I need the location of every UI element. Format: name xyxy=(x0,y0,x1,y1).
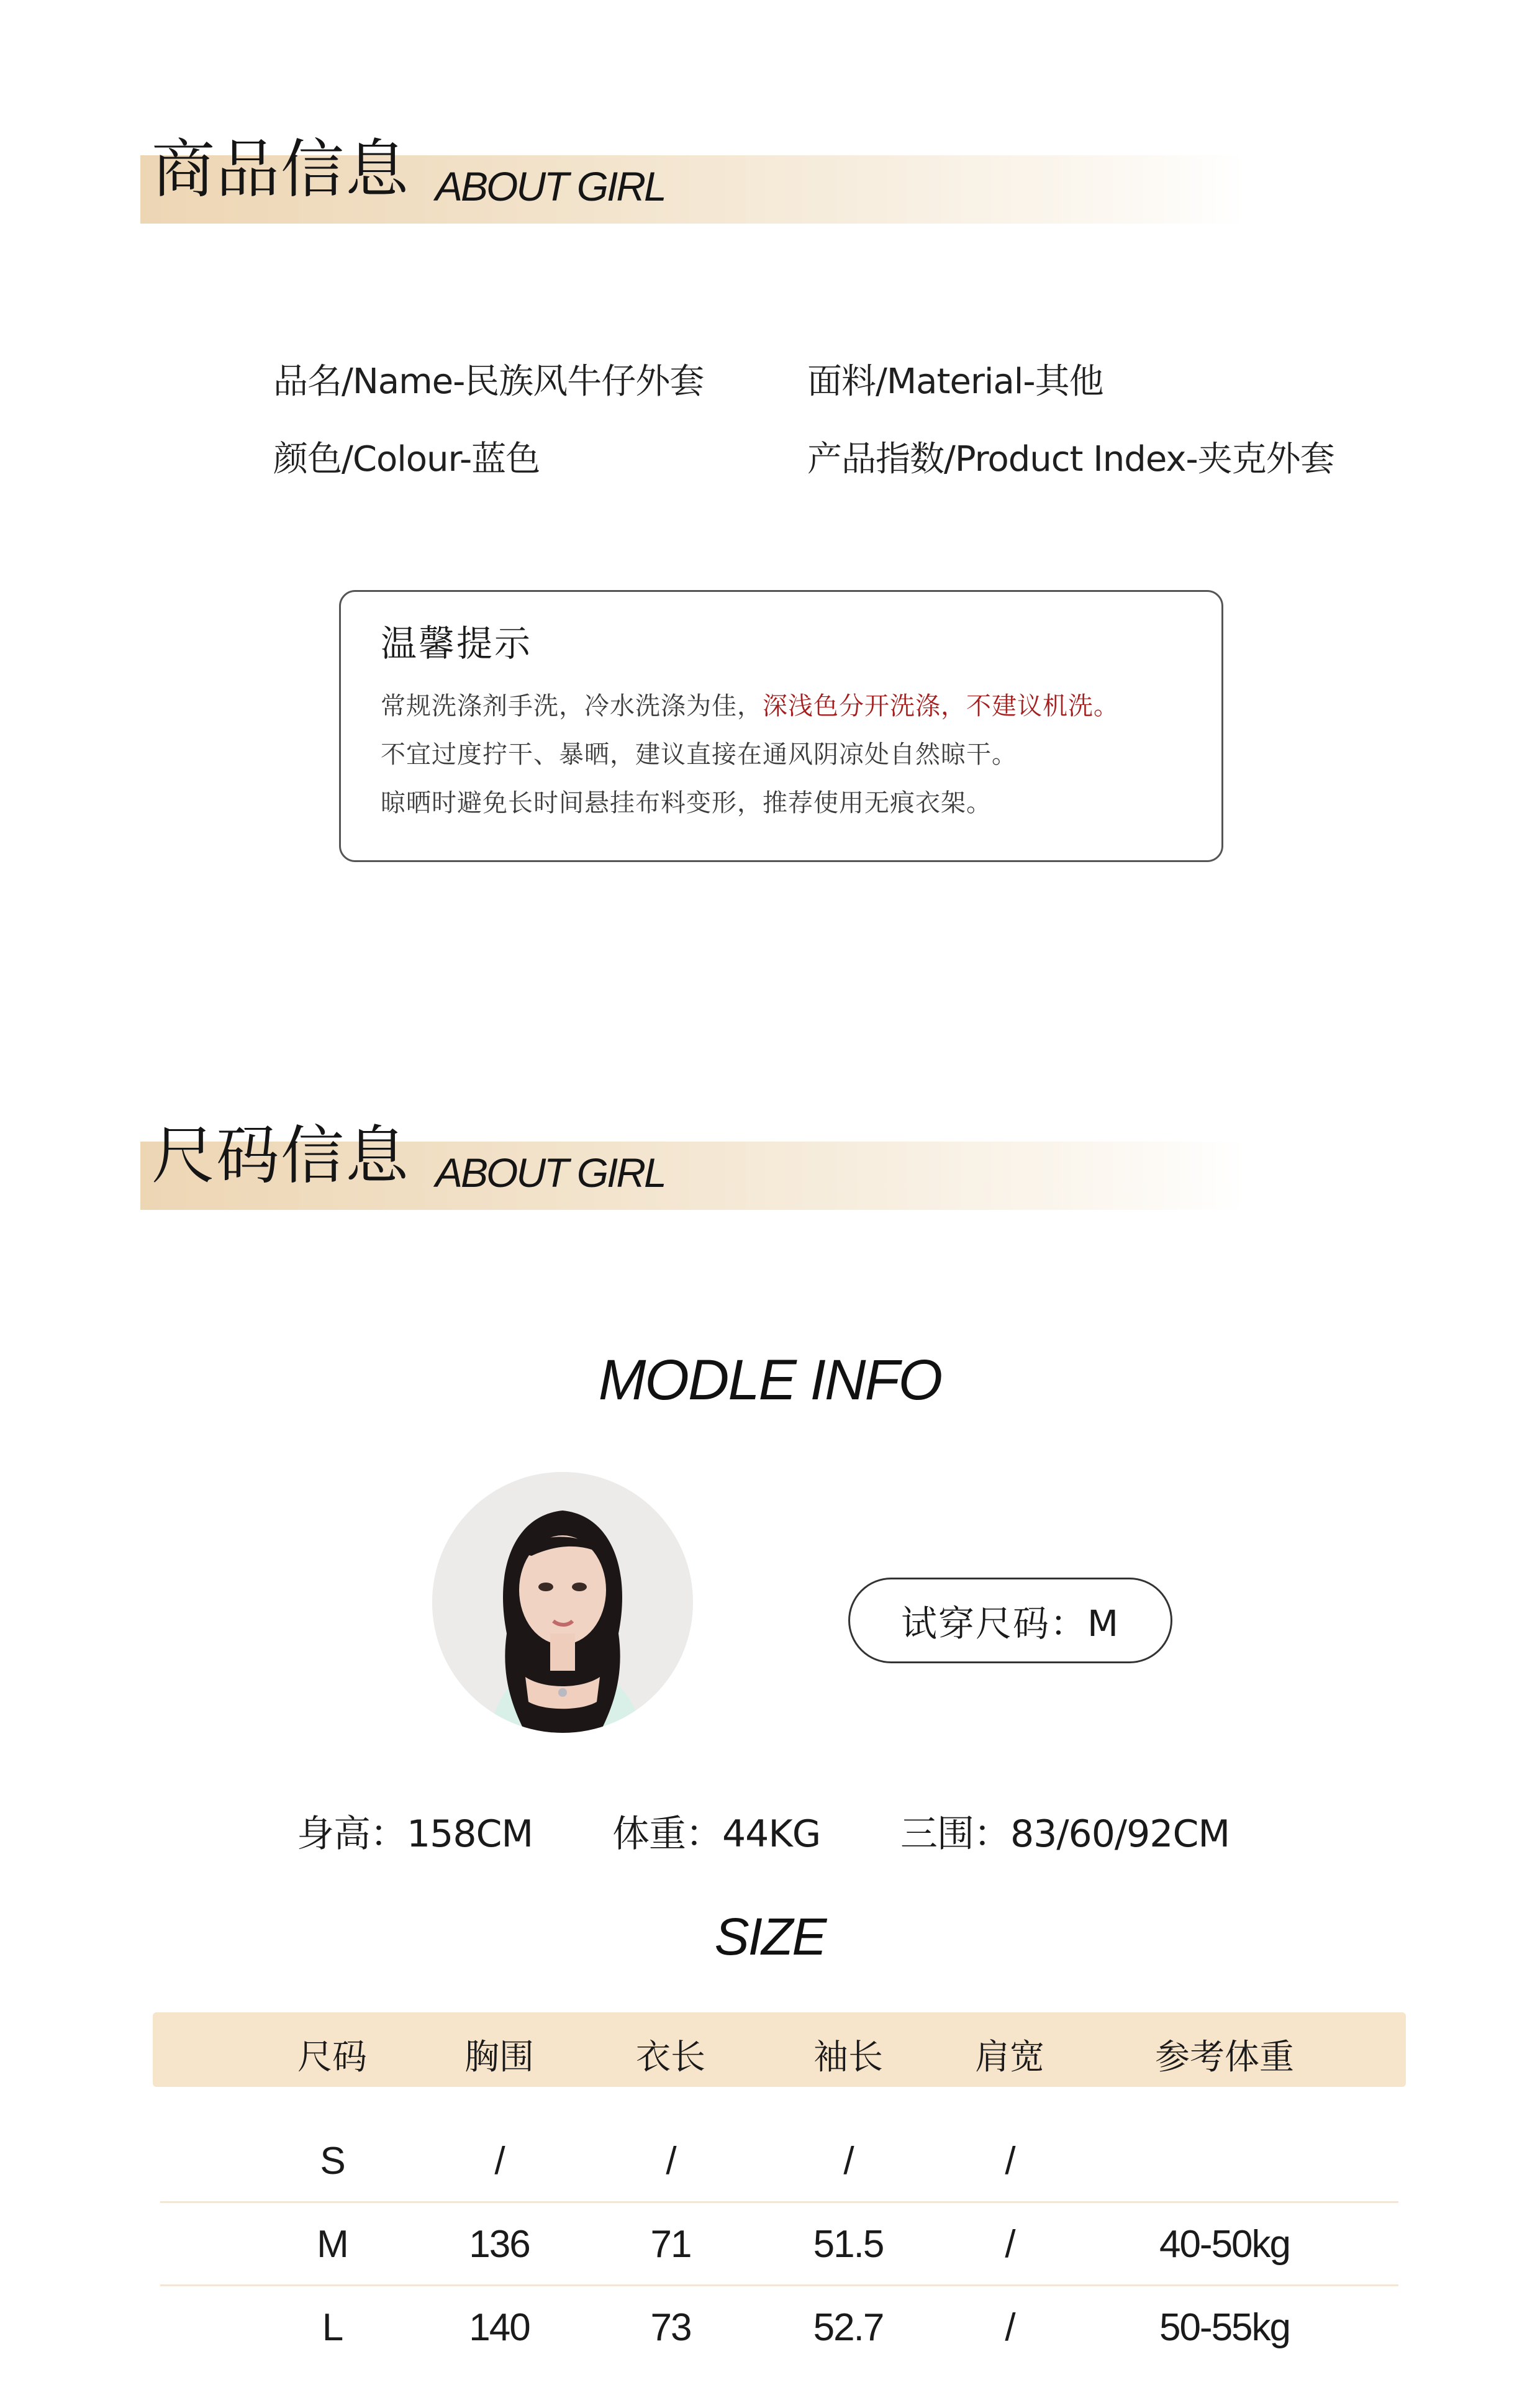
model-avatar xyxy=(432,1472,693,1733)
table-header-row xyxy=(153,2012,1406,2087)
cell-length: 71 xyxy=(650,2223,691,2266)
product-info-header xyxy=(140,133,1246,224)
cell-sleeve: / xyxy=(843,2140,853,2183)
tips-line-3: 晾晒时避免长时间悬挂布料变形，推荐使用无痕衣架。 xyxy=(381,789,992,817)
header-shoulder: 肩宽 xyxy=(975,2037,1044,2078)
model-height: 身高：158CM xyxy=(297,1812,533,1856)
section-title-en: ABOUT GIRL xyxy=(435,1150,665,1196)
cell-weight: 40-50kg xyxy=(1159,2223,1290,2266)
table-row xyxy=(160,2284,1398,2368)
fit-size-badge: 试穿尺码：M xyxy=(848,1578,1172,1663)
header-length: 衣长 xyxy=(636,2037,705,2078)
cell-weight: 50-55kg xyxy=(1159,2306,1290,2349)
product-name: 品名/Name-民族风牛仔外套 xyxy=(273,361,704,402)
header-chest: 胸围 xyxy=(464,2037,534,2078)
section-title-cn: 商品信息 xyxy=(152,133,410,207)
header-sleeve: 袖长 xyxy=(813,2037,883,2078)
model-portrait-image xyxy=(432,1472,693,1733)
cell-length: 73 xyxy=(650,2306,691,2349)
header-size: 尺码 xyxy=(297,2037,367,2078)
table-row xyxy=(160,2118,1398,2203)
cell-shoulder: / xyxy=(1005,2306,1015,2349)
cell-size: M xyxy=(317,2223,348,2266)
cell-chest: / xyxy=(494,2140,504,2183)
size-table-title: SIZE xyxy=(714,1907,826,1966)
section-title-cn: 尺码信息 xyxy=(152,1119,410,1193)
tips-title: 温馨提示 xyxy=(381,622,533,665)
table-row xyxy=(160,2201,1398,2286)
model-measurements: 三围：83/60/92CM xyxy=(900,1812,1230,1856)
product-material: 面料/Material-其他 xyxy=(807,361,1103,402)
cell-length: / xyxy=(666,2140,676,2183)
model-weight: 体重：44KG xyxy=(612,1812,821,1856)
cell-shoulder: / xyxy=(1005,2140,1015,2183)
cell-sleeve: 51.5 xyxy=(813,2223,884,2266)
tips-line-2: 不宜过度拧干、暴晒，建议直接在通风阴凉处自然晾干。 xyxy=(381,740,1017,769)
tips-line-1-text: 常规洗涤剂手洗，冷水洗涤为佳， xyxy=(381,692,763,720)
cell-size: S xyxy=(320,2140,345,2183)
care-tips-box xyxy=(339,590,1223,862)
header-weight: 参考体重 xyxy=(1155,2037,1294,2078)
model-info-title: MODLE INFO xyxy=(598,1348,942,1412)
product-colour: 颜色/Colour-蓝色 xyxy=(273,439,540,479)
tips-warning-text: 深浅色分开洗涤，不建议机洗。 xyxy=(763,692,1119,720)
section-title-en: ABOUT GIRL xyxy=(435,163,665,209)
cell-chest: 136 xyxy=(469,2223,530,2266)
size-info-header xyxy=(140,1119,1246,1210)
cell-shoulder: / xyxy=(1005,2223,1015,2266)
cell-size: L xyxy=(322,2306,343,2349)
product-index: 产品指数/Product Index-夹克外套 xyxy=(807,439,1334,479)
cell-sleeve: 52.7 xyxy=(813,2306,884,2349)
cell-chest: 140 xyxy=(469,2306,530,2349)
tips-line-1 xyxy=(381,686,1119,722)
